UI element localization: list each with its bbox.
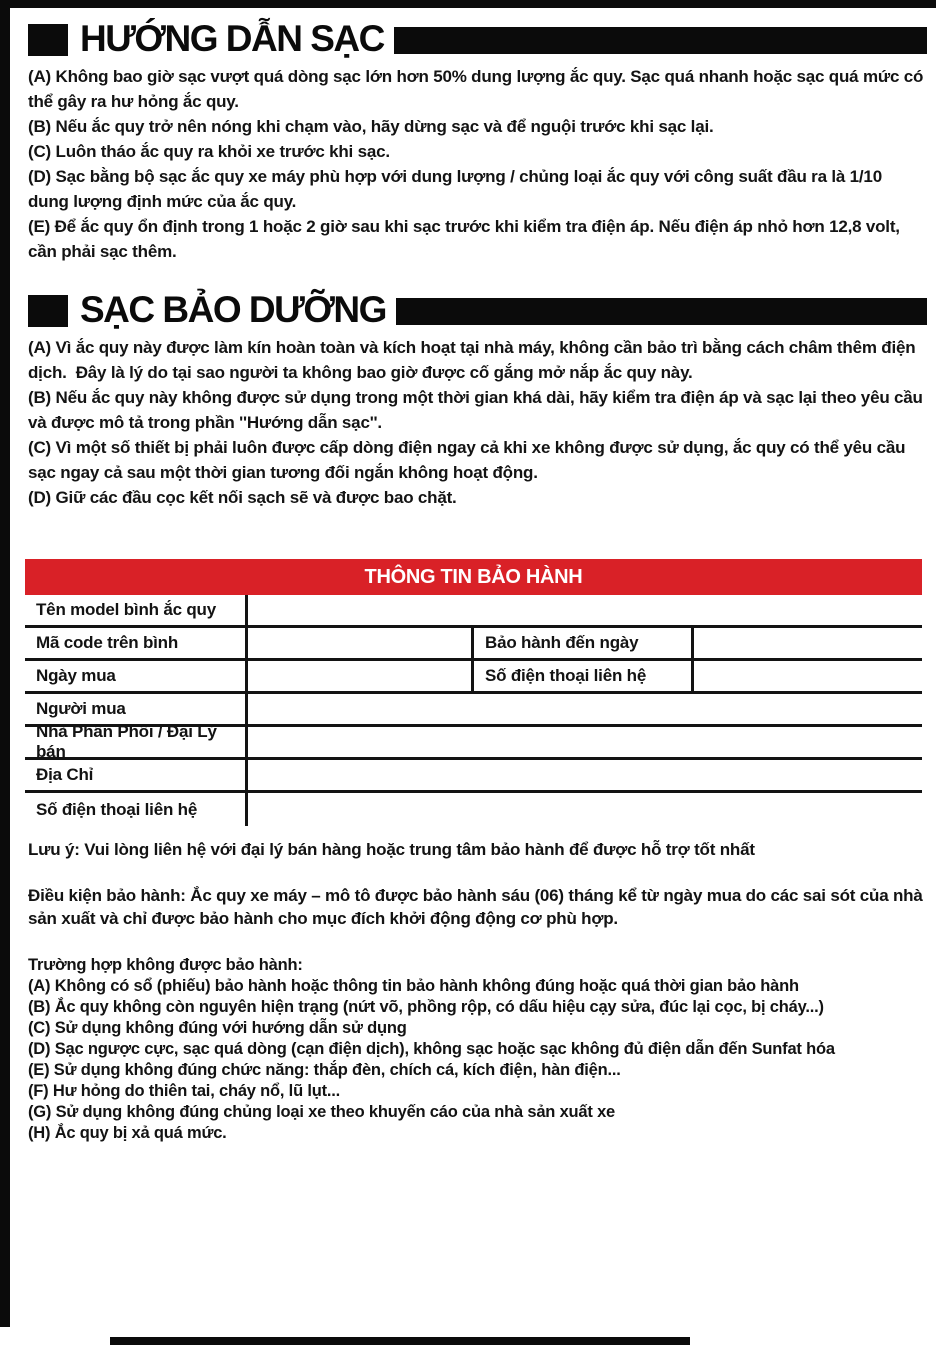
exclusion-item: (B) Ắc quy không còn nguyên hiện trạng (nứt võ, phồng rộp, có dấu hiệu cạy sửa, đúc lại cọc, bị cháy...) — [28, 998, 824, 1016]
paragraph: (D) Giữ các đầu cọc kết nối sạch sẽ và được bao chặt. — [28, 488, 457, 507]
section-header — [28, 20, 927, 60]
section-paragraphs — [28, 64, 927, 264]
row-value-cell — [248, 661, 474, 691]
paragraph: (A) Không bao giờ sạc vượt quá dòng sạc lớn hơn 50% dung lượng ắc quy. Sạc quá nhanh hoặc sạc quá mức có thể gây ra hư hỏng ắc quy. — [28, 67, 928, 111]
paragraph: (A) Vì ắc quy này được làm kín hoàn toàn và kích hoạt tại nhà máy, không cần bảo trì bằng cách châm thêm điện dịch. Đây là lý do tại sao người ta không bao giờ được cố gắng mở nắp ắc quy này. — [28, 338, 920, 382]
row-value-cell — [248, 595, 922, 625]
table-row — [25, 628, 922, 661]
exclusions-intro: Trường hợp không được bảo hành: — [28, 956, 303, 974]
paragraph: (B) Nếu ắc quy trở nên nóng khi chạm vào, hãy dừng sạc và để nguội trước khi sạc lại. — [28, 117, 714, 136]
row-value-cell — [248, 628, 474, 658]
section-header — [28, 291, 927, 331]
warranty-table-header: THÔNG TIN BẢO HÀNH — [25, 559, 922, 595]
table-row — [25, 760, 922, 793]
note-contact-support: Lưu ý: Vui lòng liên hệ với đại lý bán hàng hoặc trung tâm bảo hành để được hỗ trợ tốt nhất — [28, 840, 755, 859]
exclusion-item: (G) Sử dụng không đúng chủng loại xe theo khuyến cáo của nhà sản xuất xe — [28, 1103, 616, 1121]
page-content — [28, 20, 927, 1144]
paragraph: (D) Sạc bằng bộ sạc ắc quy xe máy phù hợp với dung lượng / chủng loại ắc quy với công suất đầu ra là 1/10 dung lượng định mức của ắc quy. — [28, 167, 887, 211]
row-label: Số điện thoại liên hệ — [25, 793, 248, 826]
row-label: Số điện thoại liên hệ — [474, 661, 694, 691]
table-row — [25, 661, 922, 694]
table-row — [25, 595, 922, 628]
row-label: Ngày mua — [25, 661, 248, 691]
row-label: Mã code trên bình — [25, 628, 248, 658]
section-header-bar — [396, 298, 927, 325]
exclusion-item: (A) Không có sổ (phiếu) bảo hành hoặc thông tin bảo hành không đúng hoặc quá thời gian bảo hành — [28, 977, 799, 995]
paragraph: (E) Để ắc quy ổn định trong 1 hoặc 2 giờ sau khi sạc trước khi kiểm tra điện áp. Nếu điện áp nhỏ hơn 12,8 volt, cần phải sạc thêm. — [28, 217, 905, 261]
section-marker-square-icon — [28, 24, 68, 56]
exclusion-item: (C) Sử dụng không đúng với hướng dẫn sử dụng — [28, 1019, 407, 1037]
section-title: HƯỚNG DẪN SẠC — [80, 18, 384, 59]
row-value-cell — [248, 694, 922, 724]
section-charging-instructions — [28, 20, 927, 264]
warranty-table — [25, 559, 922, 826]
row-label: Địa Chỉ — [25, 760, 248, 790]
warranty-conditions: Điều kiện bảo hành: Ắc quy xe máy – mô tô được bảo hành sáu (06) tháng kể từ ngày mua do các sai sót của nhà sản xuất và chỉ được bảo hành cho mục đích khởi động động cơ phù hợp. — [28, 886, 928, 928]
row-label: Tên model bình ắc quy — [25, 595, 248, 625]
row-label: Bảo hành đến ngày — [474, 628, 694, 658]
section-header-bar — [394, 27, 927, 54]
row-value-cell — [248, 760, 922, 790]
exclusion-item: (E) Sử dụng không đúng chức năng: thắp đèn, chích cá, kích điện, hàn điện... — [28, 1061, 621, 1079]
section-paragraphs — [28, 335, 927, 510]
page-edge-bottom-bar — [110, 1337, 690, 1345]
section-marker-square-icon — [28, 295, 68, 327]
row-value-cell — [694, 628, 922, 658]
section-title: SẠC BẢO DƯỠNG — [80, 289, 386, 330]
row-label: Nhà Phân Phối / Đại Lý bán — [25, 727, 248, 757]
paragraph: (C) Luôn tháo ắc quy ra khỏi xe trước khi sạc. — [28, 142, 390, 161]
paragraph: (B) Nếu ắc quy này không được sử dụng trong một thời gian khá dài, hãy kiểm tra điện áp và sạc lại theo yêu cầu và được mô tả trong phần ''Hướng dẫn sạc''. — [28, 388, 928, 432]
table-row — [25, 793, 922, 826]
row-label: Người mua — [25, 694, 248, 724]
row-value-cell — [694, 661, 922, 691]
exclusion-item: (F) Hư hỏng do thiên tai, cháy nổ, lũ lụt... — [28, 1082, 341, 1100]
page-edge-left — [0, 0, 10, 1327]
exclusion-item: (H) Ắc quy bị xả quá mức. — [28, 1124, 227, 1142]
warranty-exclusions — [28, 955, 927, 1144]
section-maintenance-charging — [28, 291, 927, 510]
page-edge-top — [0, 0, 936, 8]
paragraph: (C) Vì một số thiết bị phải luôn được cấp dòng điện ngay cả khi xe không được sử dụng, ắc quy có thể yêu cầu sạc ngay cả sau một thời gian tương đối ngắn không hoạt động. — [28, 438, 910, 482]
row-value-cell — [248, 727, 922, 757]
table-row — [25, 722, 922, 761]
row-value-cell — [248, 793, 922, 826]
exclusion-item: (D) Sạc ngược cực, sạc quá dòng (cạn điện dịch), không sạc hoặc sạc không đủ điện dẫn đến Sunfat hóa — [28, 1040, 835, 1058]
